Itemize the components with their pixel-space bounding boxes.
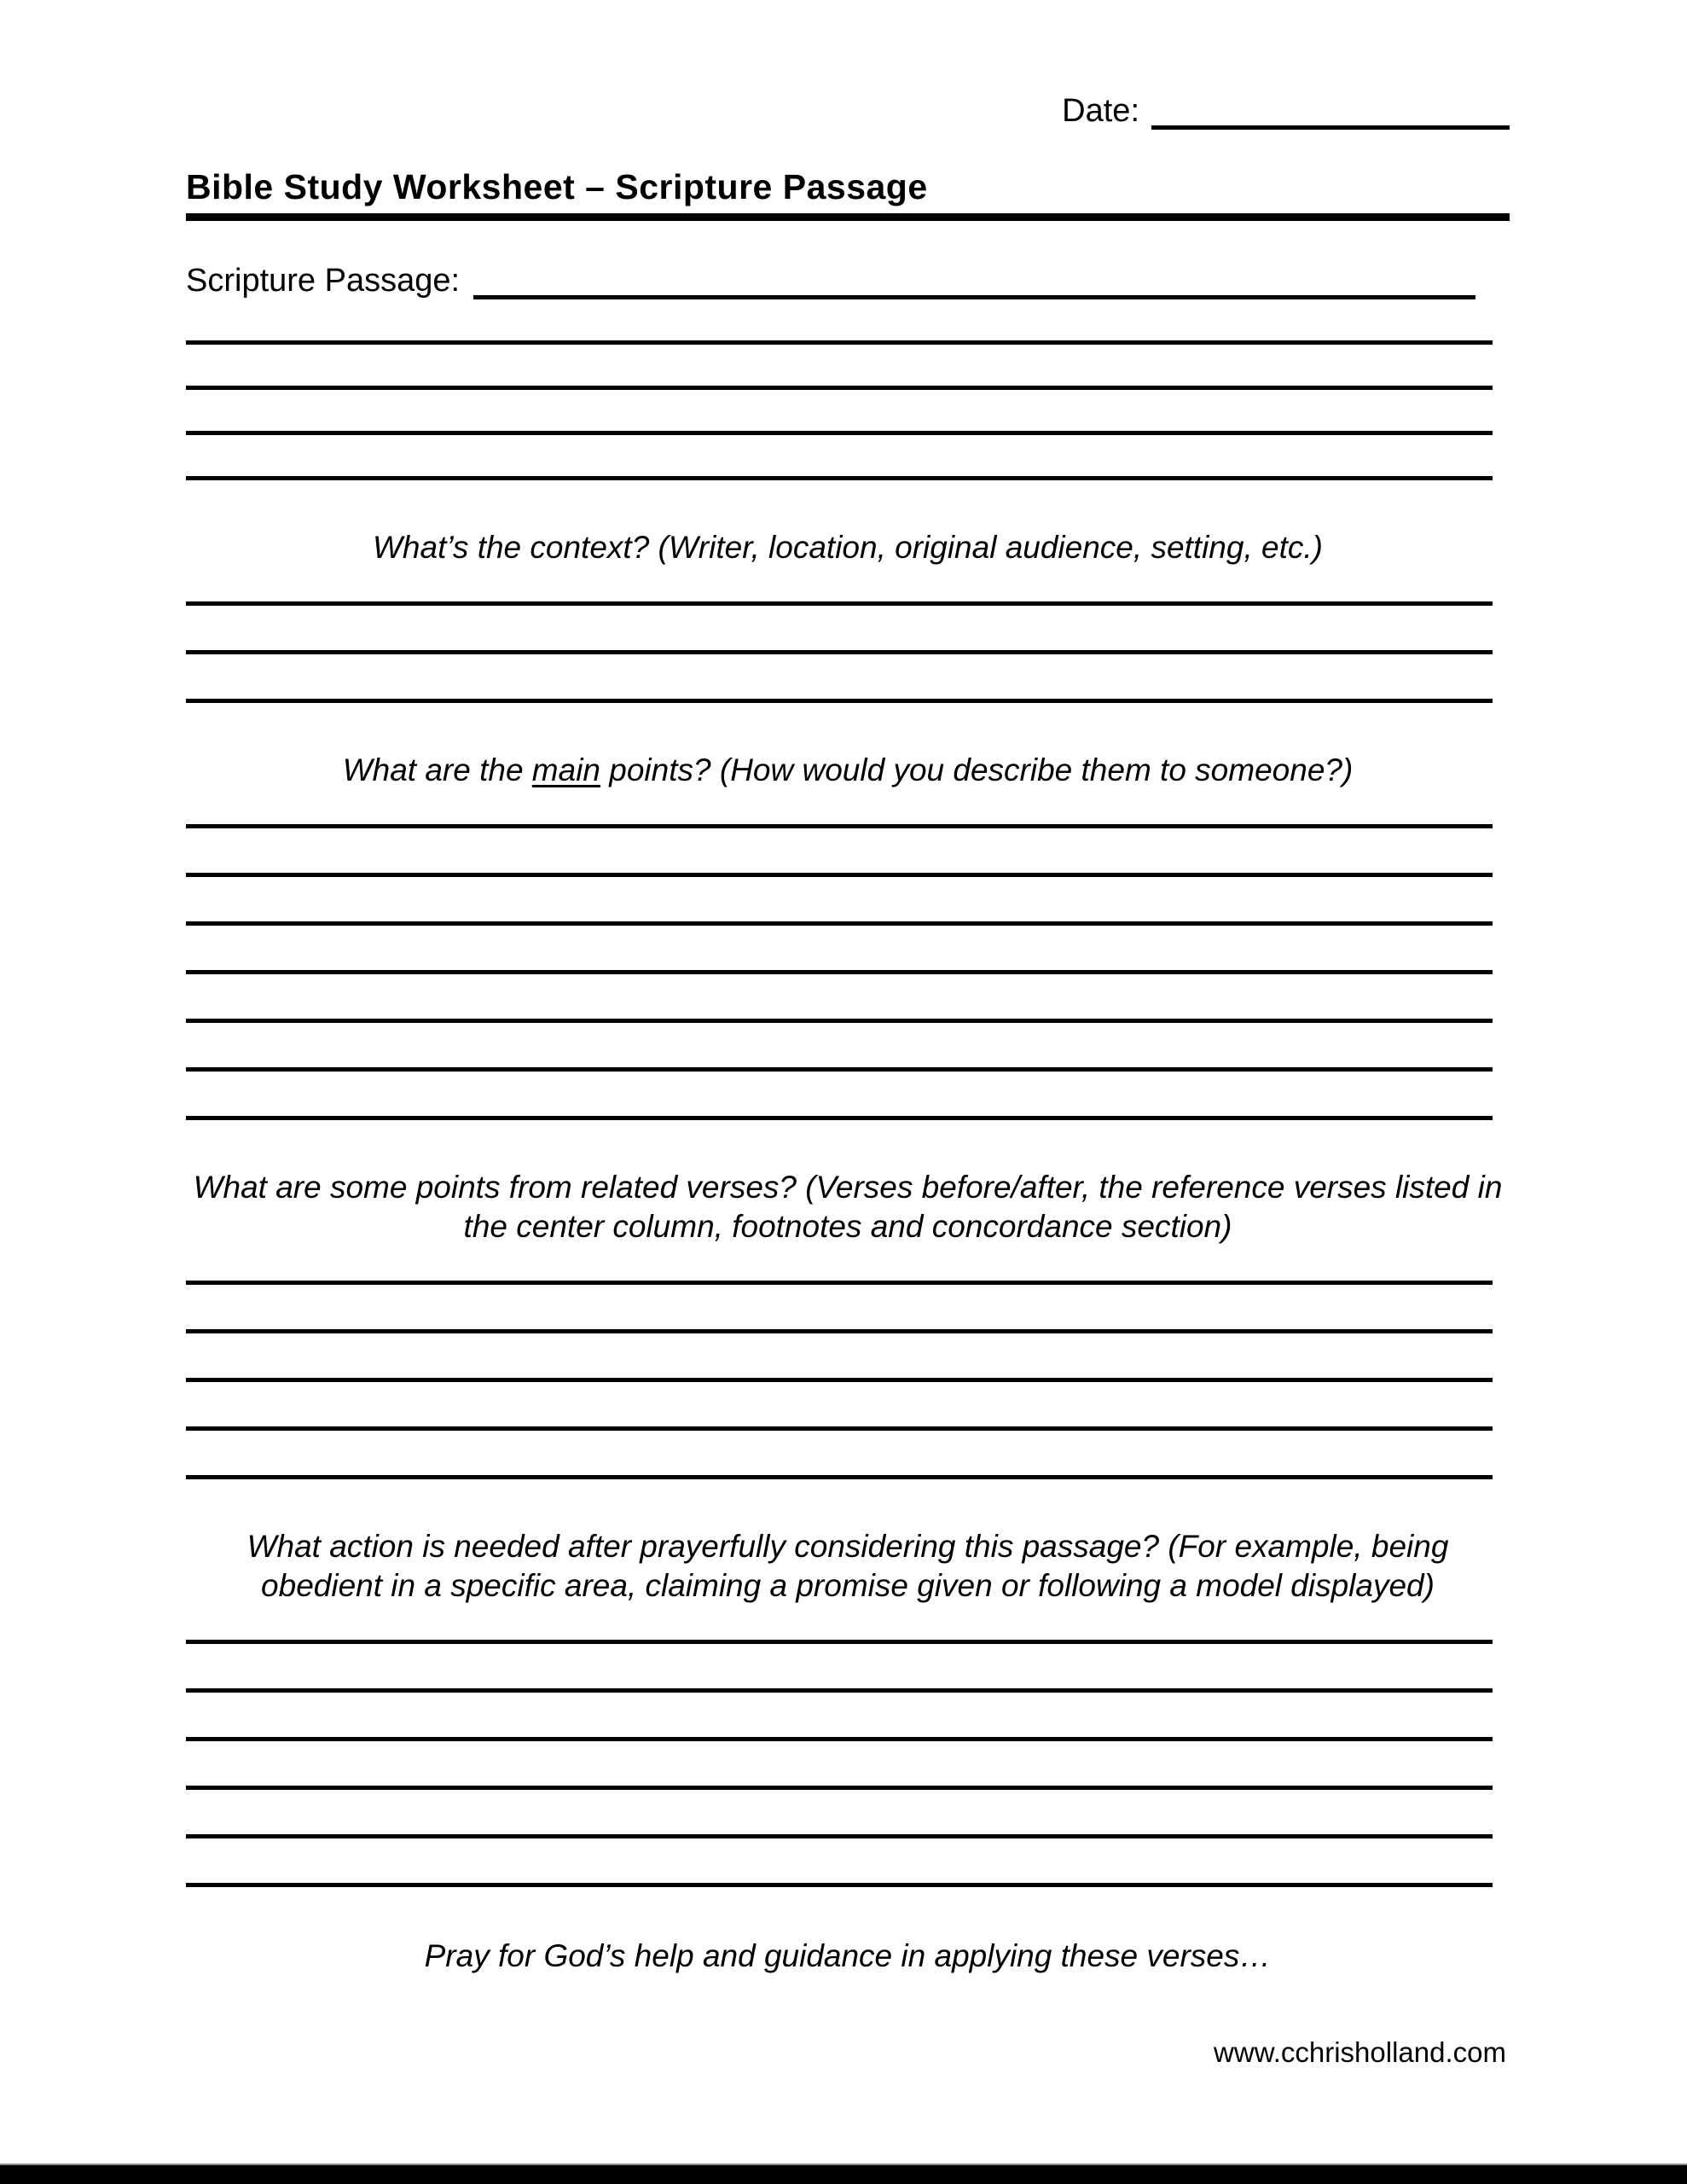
context-writing-lines xyxy=(186,601,1493,703)
writing-line xyxy=(186,1786,1493,1790)
writing-line xyxy=(186,1329,1493,1333)
writing-line xyxy=(186,1834,1493,1838)
writing-line xyxy=(186,824,1493,828)
scripture-writing-lines xyxy=(186,340,1493,480)
title-underline xyxy=(186,213,1510,221)
date-row xyxy=(186,92,1510,130)
writing-line xyxy=(186,1883,1493,1887)
writing-line xyxy=(186,1281,1493,1285)
related-verses-writing-lines xyxy=(186,1281,1493,1479)
writing-line xyxy=(186,650,1493,654)
date-label: Date: xyxy=(1062,93,1139,129)
writing-line xyxy=(186,386,1493,390)
main-points-heading-pre: What are the xyxy=(342,752,532,787)
writing-line xyxy=(186,1475,1493,1479)
main-points-heading xyxy=(186,751,1510,790)
worksheet-content xyxy=(186,0,1510,2070)
writing-line xyxy=(186,1116,1493,1120)
writing-line xyxy=(186,340,1493,345)
writing-line xyxy=(186,476,1493,480)
writing-line xyxy=(186,921,1493,926)
main-points-heading-post: points? (How would you describe them to someone?) xyxy=(600,752,1354,787)
date-blank-line xyxy=(1151,92,1510,130)
scripture-passage-blank-line xyxy=(473,262,1475,299)
page-title: Bible Study Worksheet – Scripture Passage xyxy=(186,167,928,206)
related-verses-heading: What are some points from related verses? (Verses before/after, the reference verses listed in the center column, footnotes and concordance section) xyxy=(193,1170,1503,1244)
scripture-passage-label: Scripture Passage: xyxy=(186,263,461,299)
main-points-underlined-word: main xyxy=(531,752,600,787)
writing-line xyxy=(186,1737,1493,1741)
writing-line xyxy=(186,970,1493,974)
action-heading: What action is needed after prayerfully considering this passage? (For example, being obedient in a specific area, claiming a promise given or following a model displayed) xyxy=(246,1529,1449,1603)
writing-line xyxy=(186,1067,1493,1072)
action-writing-lines xyxy=(186,1640,1493,1887)
writing-line xyxy=(186,699,1493,703)
main-points-writing-lines xyxy=(186,824,1493,1120)
writing-line xyxy=(186,1019,1493,1023)
footer-website-url: www.cchrisholland.com xyxy=(1214,2036,1506,2068)
scan-edge-bar xyxy=(0,2164,1687,2184)
writing-line xyxy=(186,431,1493,435)
writing-line xyxy=(186,1640,1493,1644)
writing-line xyxy=(186,873,1493,877)
closing-prayer-line: Pray for God’s help and guidance in applying these verses… xyxy=(424,1938,1272,1973)
writing-line xyxy=(186,1426,1493,1431)
context-heading: What’s the context? (Writer, location, original audience, setting, etc.) xyxy=(373,530,1323,565)
writing-line xyxy=(186,601,1493,606)
writing-line xyxy=(186,1688,1493,1693)
scripture-passage-row xyxy=(186,262,1510,299)
writing-line xyxy=(186,1378,1493,1382)
